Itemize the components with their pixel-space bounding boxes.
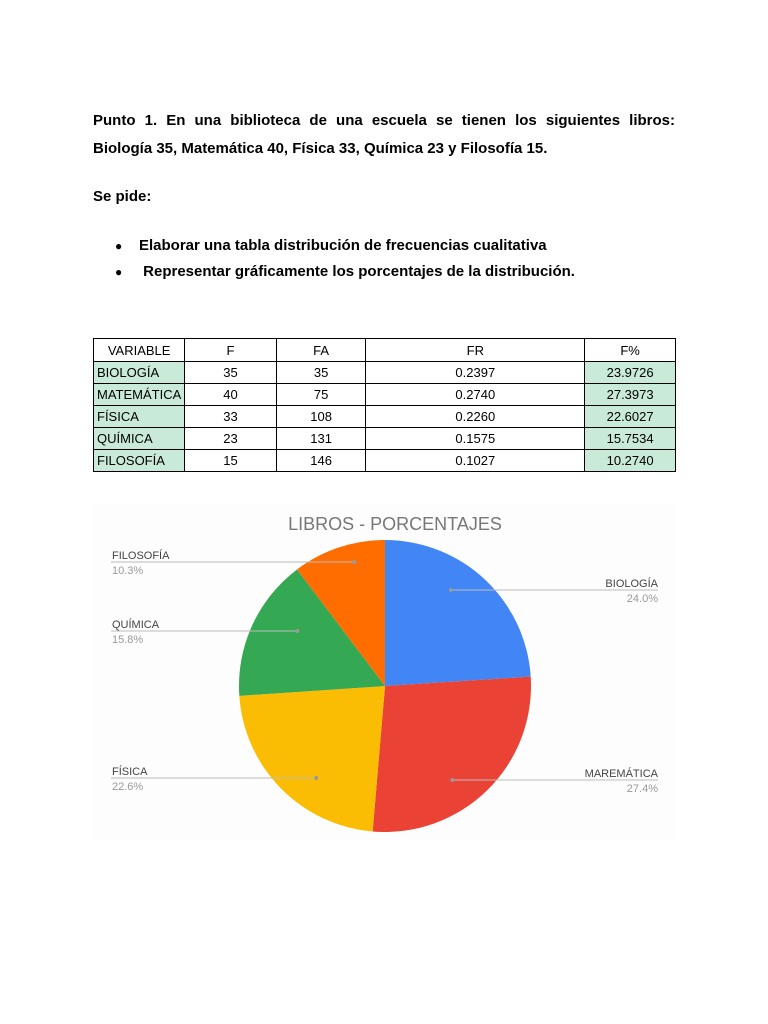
leader-dot [295,629,299,633]
fa-cell: 35 [276,362,366,384]
slice-label: QUÍMICA [112,619,160,631]
f-cell: 15 [185,450,277,472]
table-row [94,428,676,450]
slice-label: FILOSOFÍA [112,550,170,562]
percent-cell: 10.2740 [585,450,676,472]
slice-label: FÍSICA [112,766,148,778]
f-cell: 23 [185,428,277,450]
fr-cell: 0.2397 [366,362,585,384]
f-cell: 33 [185,406,277,428]
variable-cell: QUÍMICA [94,428,185,450]
percent-cell: 15.7534 [585,428,676,450]
fa-cell: 75 [276,384,366,406]
f-cell: 35 [185,362,277,384]
table-header-cell: VARIABLE [94,339,185,362]
task-item [93,233,693,259]
table-row [94,406,676,428]
table-row [94,384,676,406]
task-text: Elaborar una tabla distribución de frecuencias cualitativa [139,237,547,254]
variable-cell: MATEMÁTICA [94,384,185,406]
problem-line-1: Punto 1. En una biblioteca de una escuela se tienen los siguientes libros: [93,112,675,129]
fr-cell: 0.2740 [366,384,585,406]
variable-cell: FILOSOFÍA [94,450,185,472]
bullet-icon: ● [115,265,123,279]
table-header-row [94,339,676,362]
problem-statement [93,107,675,163]
pie-chart-svg [93,503,677,840]
table-header-cell: FA [276,339,366,362]
leader-dot [450,778,454,782]
table-header-cell: F [185,339,277,362]
task-text: Representar gráficamente los porcentajes de la distribución. [139,263,575,280]
slice-percent-label: 15.8% [112,634,144,646]
slice-percent-label: 22.6% [112,781,144,793]
variable-cell: BIOLOGÍA [94,362,185,384]
slice-percent-label: 27.4% [626,783,658,795]
fa-cell: 146 [276,450,366,472]
pie-slices [239,540,531,832]
chart-title: LIBROS - PORCENTAJES [288,514,502,534]
bullet-icon: ● [115,239,123,253]
slice-label: MAREMÁTICA [584,768,658,780]
fr-cell: 0.2260 [366,406,585,428]
slice-percent-label: 10.3% [112,565,144,577]
fr-cell: 0.1027 [366,450,585,472]
task-item [93,259,693,285]
request-heading: Se pide: [93,188,152,205]
percent-cell: 27.3973 [585,384,676,406]
leader-dot [352,560,356,564]
leader-dot [449,588,453,592]
fa-cell: 131 [276,428,366,450]
variable-cell: FÍSICA [94,406,185,428]
task-list [93,233,693,285]
fr-cell: 0.1575 [366,428,585,450]
slice-percent-label: 24.0% [626,593,658,605]
f-cell: 40 [185,384,277,406]
percent-cell: 22.6027 [585,406,676,428]
percent-cell: 23.9726 [585,362,676,384]
leader-dot [314,776,318,780]
table-header-cell: FR [366,339,585,362]
pie-chart [93,503,677,840]
slice-label: BIOLOGÍA [605,578,658,590]
problem-line-2: Biología 35, Matemática 40, Física 33, Química 23 y Filosofía 15. [93,140,548,157]
fa-cell: 108 [276,406,366,428]
table-row [94,450,676,472]
frequency-table [93,338,676,472]
table-header-cell: F% [585,339,676,362]
table-row [94,362,676,384]
